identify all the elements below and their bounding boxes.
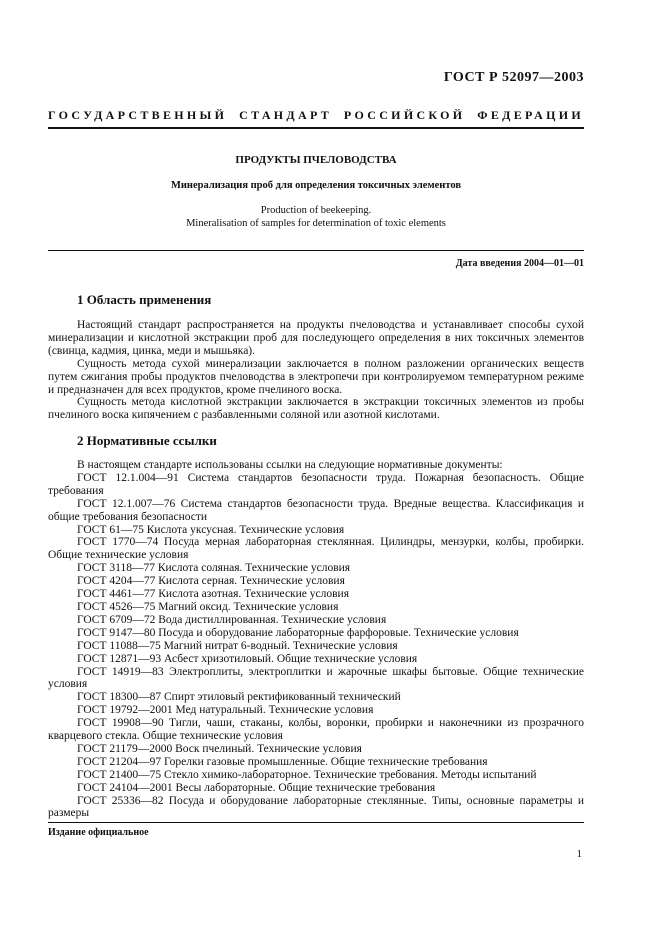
introduction-date: Дата введения 2004—01—01 [455, 258, 584, 269]
date-rule [48, 250, 584, 251]
reference-item: ГОСТ 4461—77 Кислота азотная. Технические условия [77, 588, 349, 601]
reference-item: ГОСТ 4526—75 Магний оксид. Технические условия [77, 600, 339, 613]
paragraph: Настоящий стандарт распространяется на продукты пчеловодства и устанавливает способы сухой минерализации и кислотной экстракции проб для последующего определения в них токсичных элементов (свинца, кадмия, цинка, меди и мышьяка). [48, 319, 584, 357]
document-title: ПРОДУКТЫ ПЧЕЛОВОДСТВА [235, 154, 397, 166]
section-2-body [48, 459, 584, 820]
english-title-line-2: Mineralisation of samples for determination of toxic elements [186, 218, 446, 229]
standard-code: ГОСТ Р 52097—2003 [443, 70, 584, 85]
reference-item: ГОСТ 11088—75 Магний нитрат 6-водный. Технические условия [77, 639, 398, 652]
english-title-line-1: Production of beekeeping. [260, 205, 372, 216]
footer-rule [48, 822, 584, 823]
reference-item: ГОСТ 21400—75 Стекло химико-лабораторное. Технические требования. Методы испытаний [77, 768, 537, 781]
header-rule [48, 127, 584, 129]
reference-item: ГОСТ 12.1.007—76 Система стандартов безопасности труда. Вредные вещества. Классификация и общие требования безопасности [48, 497, 584, 523]
section-2-heading: 2 Нормативные ссылки [77, 433, 217, 448]
section-1-heading: 1 Область применения [77, 292, 212, 307]
reference-item: ГОСТ 19908—90 Тигли, чаши, стаканы, колбы, воронки, пробирки и наконечники из прозрачного кварцевого стекла. Общие технические условия [48, 717, 584, 743]
reference-item: ГОСТ 21179—2000 Воск пчелиный. Технические условия [77, 742, 362, 755]
paragraph: Сущность метода сухой минерализации заключается в полном разложении органических веществ путем сжигания пробы продуктов пчеловодства в электропечи при контролируемом температурном режиме и предназначен для всех продуктов, кроме пчелиного воска. [48, 357, 584, 396]
state-standard-banner: ГОСУДАРСТВЕННЫЙ СТАНДАРТ РОССИЙСКОЙ ФЕДЕРАЦИИ [48, 108, 584, 122]
reference-item: ГОСТ 25336—82 Посуда и оборудование лабораторные стеклянные. Типы, основные параметры и размеры [48, 794, 584, 820]
reference-item: ГОСТ 1770—74 Посуда мерная лабораторная стеклянная. Цилиндры, мензурки, колбы, пробирки. Общие технические условия [48, 536, 584, 562]
reference-item: ГОСТ 14919—83 Электроплиты, электроплитки и жарочные шкафы бытовые. Общие технические условия [48, 665, 584, 691]
reference-item: ГОСТ 61—75 Кислота уксусная. Технические условия [77, 523, 345, 536]
reference-item: ГОСТ 3118—77 Кислота соляная. Технические условия [77, 562, 351, 575]
reference-item: ГОСТ 4204—77 Кислота серная. Технические условия [77, 575, 345, 588]
reference-item: ГОСТ 12.1.004—91 Система стандартов безопасности труда. Пожарная безопасность. Общие требования [48, 471, 584, 497]
reference-item: ГОСТ 18300—87 Спирт этиловый ректификованный технический [77, 691, 401, 704]
reference-item: ГОСТ 6709—72 Вода дистиллированная. Технические условия [77, 613, 387, 626]
reference-item: ГОСТ 9147—80 Посуда и оборудование лабораторные фарфоровые. Технические условия [77, 626, 519, 639]
paragraph: Сущность метода кислотной экстракции заключается в экстракции токсичных элементов из пробы пчелиного воска кипячением с разбавленными соляной или азотной кислотами. [48, 396, 584, 422]
english-title [48, 204, 584, 230]
document-subtitle: Минерализация проб для определения токсичных элементов [170, 180, 462, 191]
official-edition-label: Издание официальное [48, 827, 149, 838]
reference-item: ГОСТ 12871—93 Асбест хризотиловый. Общие технические условия [77, 652, 418, 665]
page-number: 1 [576, 848, 582, 860]
section-1-body [48, 319, 584, 422]
reference-item: ГОСТ 24104—2001 Весы лабораторные. Общие технические требования [77, 781, 436, 794]
references-intro: В настоящем стандарте использованы ссылки на следующие нормативные документы: [77, 459, 503, 471]
reference-item: ГОСТ 19792—2001 Мед натуральный. Технические условия [77, 704, 374, 717]
reference-item: ГОСТ 21204—97 Горелки газовые промышленные. Общие технические требования [77, 755, 488, 768]
